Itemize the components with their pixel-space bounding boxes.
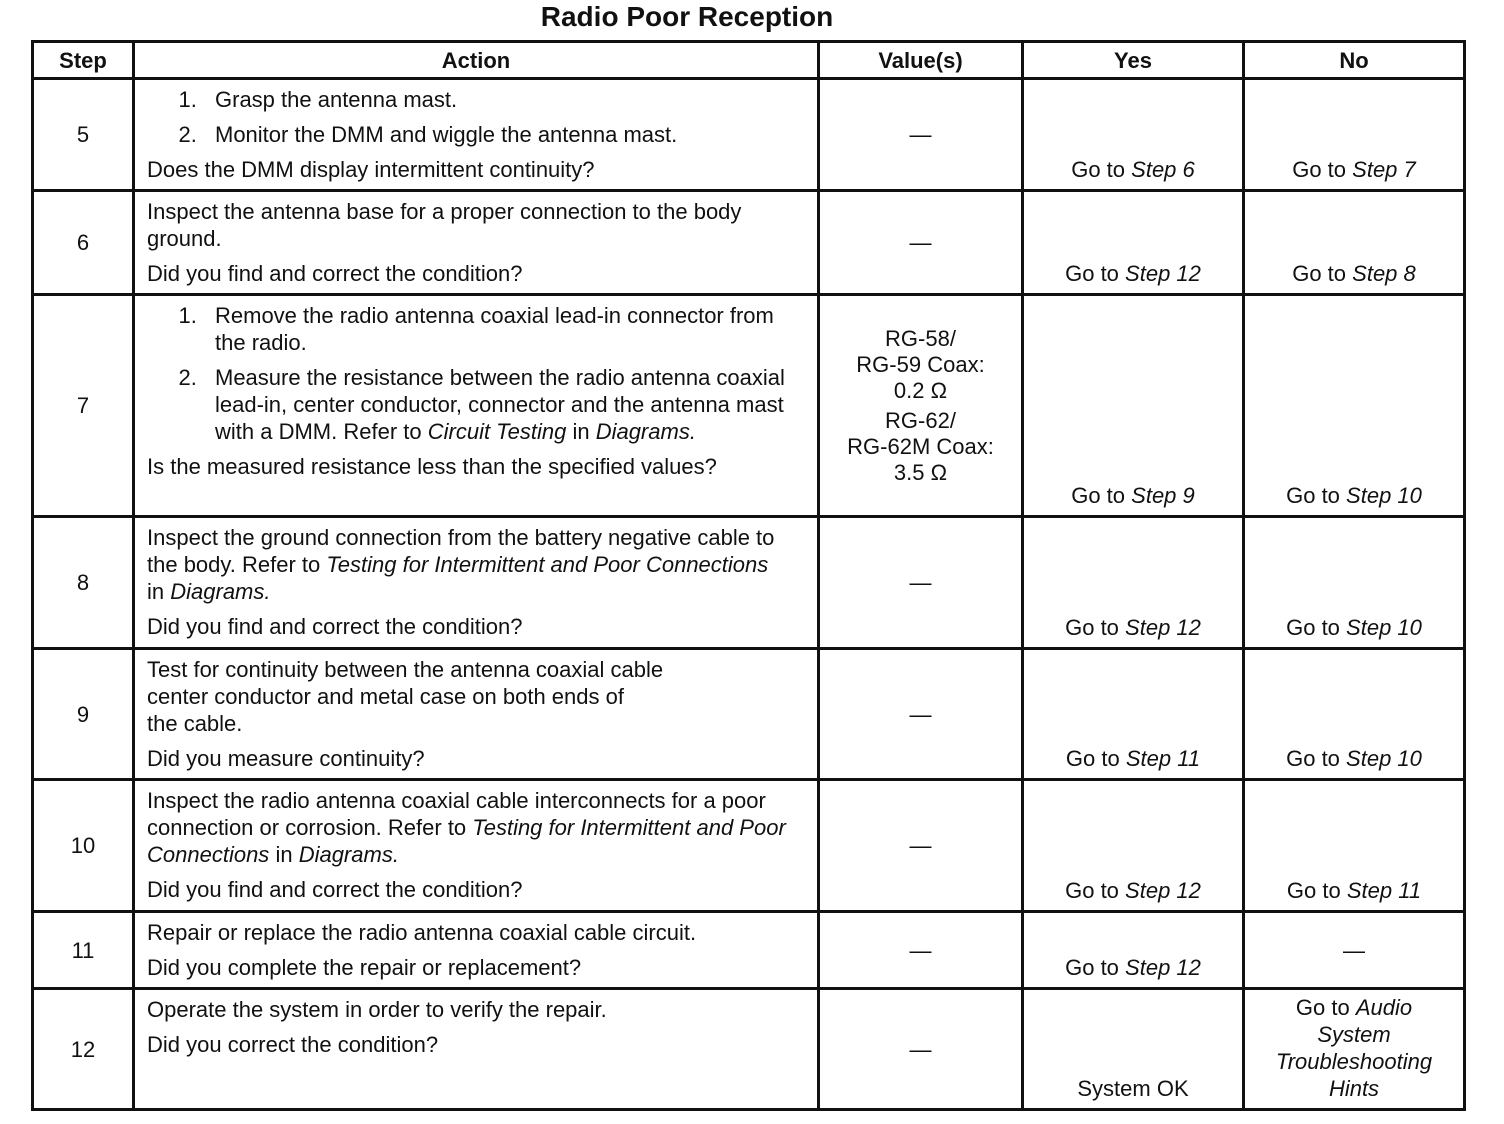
table-row [33, 912, 1465, 989]
yes-cell [1023, 295, 1244, 517]
value-cell [819, 295, 1023, 517]
value-rg62 [820, 408, 1021, 486]
header-action: Action [134, 42, 819, 79]
yes-cell [1023, 780, 1244, 912]
no-link-line[interactable] [1245, 1021, 1463, 1048]
yes-step-link[interactable]: Step 9 [1131, 483, 1195, 508]
go-to-label: Go to [1065, 746, 1120, 771]
go-to-label: Go to [1286, 615, 1340, 640]
reference-link[interactable]: Diagrams. [170, 579, 271, 604]
step-number: 10 [33, 780, 134, 912]
no-step-link[interactable]: Step 10 [1346, 615, 1422, 640]
question: Did you find and correct the condition? [147, 261, 523, 286]
page-title: Radio Poor Reception [540, 1, 834, 32]
reference-link[interactable]: Circuit Testing [427, 419, 567, 444]
step-number: 5 [33, 79, 134, 191]
question: Did you correct the condition? [147, 1032, 439, 1057]
yes-step-link[interactable]: Step 11 [1125, 746, 1201, 771]
value-line: RG-62M Coax: [847, 434, 994, 459]
dash: — [909, 1036, 932, 1062]
action-cell [134, 295, 819, 517]
action-text: Operate the system in order to verify the repair. [147, 997, 607, 1022]
question: Did you complete the repair or replacement? [147, 955, 582, 980]
question: Did you measure continuity? [147, 746, 425, 771]
go-to-label: Go to [1292, 157, 1347, 182]
dash: — [909, 701, 932, 727]
no-link-line[interactable] [1245, 1075, 1463, 1102]
header-no: No [1244, 42, 1465, 79]
action-text [147, 656, 807, 737]
action-cell [134, 780, 819, 912]
reference-link[interactable]: Troubleshooting [1275, 1049, 1433, 1074]
table-row [33, 295, 1465, 517]
value-line: RG-58/ [885, 326, 956, 351]
header-step: Step [33, 42, 134, 79]
reference-link[interactable]: System [1317, 1022, 1391, 1047]
no-cell [1244, 780, 1465, 912]
action-text-part: in [275, 842, 293, 867]
item-text: Measure the resistance between the radio antenna coaxial lead-in, center conductor, connector and the antenna mast with a DMM. Refer to [215, 365, 785, 444]
action-line: center conductor and metal case on both ends of [147, 684, 624, 709]
dash: — [1343, 937, 1365, 963]
no-step-link[interactable]: Step 8 [1352, 261, 1416, 286]
go-to-label: Go to [1286, 878, 1341, 903]
action-text [147, 524, 807, 605]
reference-link[interactable]: Testing for Intermittent and Poor Connections [326, 552, 769, 577]
dash: — [909, 122, 932, 147]
action-text-part: Inspect the ground connection from the battery negative cable to the body. Refer to [147, 525, 775, 577]
table-row [33, 517, 1465, 649]
list-item: 1. Grasp the antenna mast. [203, 86, 807, 113]
yes-cell [1023, 912, 1244, 989]
go-to-label: Go to [1286, 483, 1340, 508]
go-to-label: Go to [1295, 995, 1350, 1020]
reference-link[interactable]: Diagrams. [298, 842, 399, 867]
yes-cell [1023, 517, 1244, 649]
action-text: Inspect the antenna base for a proper connection to the body ground. [147, 199, 742, 251]
list-item: 2. Monitor the DMM and wiggle the antenna mast. [203, 121, 807, 148]
action-cell [134, 191, 819, 295]
go-to-label: Go to [1071, 483, 1126, 508]
action-text-part: Inspect the radio antenna coaxial cable interconnects for a poor connection or corrosion. Refer to [147, 788, 766, 840]
yes-cell [1023, 191, 1244, 295]
instruction-list [147, 86, 807, 148]
no-cell [1244, 649, 1465, 780]
yes-step-link[interactable]: Step 12 [1125, 955, 1201, 980]
table-row [33, 79, 1465, 191]
go-to-label: Go to [1071, 157, 1126, 182]
no-step-link[interactable]: Step 7 [1352, 157, 1416, 182]
go-to-label: Go to [1065, 615, 1119, 640]
question: Is the measured resistance less than the specified values? [147, 454, 717, 479]
dash: — [909, 230, 932, 255]
dash: — [909, 570, 932, 595]
value-cell [819, 912, 1023, 989]
no-cell [1244, 79, 1465, 191]
action-text-part: in [147, 579, 165, 604]
yes-step-link[interactable]: Step 12 [1125, 615, 1201, 640]
value-cell [819, 79, 1023, 191]
no-step-link[interactable]: Step 10 [1346, 746, 1422, 771]
value-line: RG-62/ [885, 408, 956, 433]
yes-cell [1023, 989, 1244, 1110]
table-row [33, 989, 1465, 1110]
dash: — [909, 833, 932, 858]
value-line: 0.2 Ω [893, 378, 948, 403]
header-row [33, 42, 1465, 79]
no-cell [1244, 191, 1465, 295]
yes-cell [1023, 79, 1244, 191]
reference-link[interactable]: Audio [1355, 995, 1413, 1020]
step-number: 9 [33, 649, 134, 780]
yes-step-link[interactable]: Step 12 [1125, 878, 1201, 903]
instruction-list [147, 302, 807, 445]
item-text: in [572, 419, 590, 444]
no-link-line[interactable] [1245, 1048, 1463, 1075]
table-row [33, 649, 1465, 780]
go-to-label: Go to [1292, 261, 1347, 286]
go-to-label: Go to [1065, 878, 1119, 903]
value-cell [819, 780, 1023, 912]
value-line: 3.5 Ω [893, 460, 948, 485]
header-yes: Yes [1023, 42, 1244, 79]
table-row [33, 780, 1465, 912]
go-to-label: Go to [1286, 746, 1340, 771]
yes-step-link[interactable]: Step 12 [1125, 261, 1201, 286]
action-line: the cable. [147, 711, 243, 736]
action-cell [134, 517, 819, 649]
value-line: RG-59 Coax: [856, 352, 985, 377]
system-ok-text: System OK [1077, 1076, 1189, 1101]
yes-cell [1023, 649, 1244, 780]
value-cell [819, 649, 1023, 780]
reference-link[interactable]: Hints [1328, 1076, 1380, 1101]
no-cell [1244, 989, 1465, 1110]
no-cell [1244, 517, 1465, 649]
table-row [33, 191, 1465, 295]
dash: — [909, 937, 932, 963]
step-number: 7 [33, 295, 134, 517]
value-cell [819, 191, 1023, 295]
action-text [147, 787, 807, 868]
value-rg58 [820, 326, 1021, 404]
step-number: 12 [33, 989, 134, 1110]
step-number: 6 [33, 191, 134, 295]
action-cell [134, 912, 819, 989]
action-cell [134, 989, 819, 1110]
list-item [203, 364, 807, 445]
action-text: Repair or replace the radio antenna coaxial cable circuit. [147, 920, 697, 945]
yes-step-link[interactable]: Step 6 [1131, 157, 1195, 182]
no-link-line[interactable] [1245, 994, 1463, 1021]
header-values: Value(s) [819, 42, 1023, 79]
no-cell [1244, 295, 1465, 517]
no-step-link[interactable]: Step 10 [1346, 483, 1422, 508]
reference-link[interactable]: Diagrams. [595, 419, 696, 444]
no-cell [1244, 912, 1465, 989]
question: Did you find and correct the condition? [147, 877, 523, 902]
value-cell [819, 989, 1023, 1110]
go-to-label: Go to [1065, 955, 1119, 980]
no-step-link[interactable]: Step 11 [1346, 878, 1422, 903]
item-text: Remove the radio antenna coaxial lead-in connector from the radio. [215, 303, 774, 355]
action-line: Test for continuity between the antenna coaxial cable [147, 657, 664, 682]
diagnostic-table [31, 40, 1466, 1111]
go-to-label: Go to [1065, 261, 1119, 286]
step-number: 11 [33, 912, 134, 989]
question: Does the DMM display intermittent continuity? [147, 157, 595, 182]
step-number: 8 [33, 517, 134, 649]
action-cell [134, 79, 819, 191]
reference-link[interactable]: Testing for Intermittent and Poor Connections [147, 815, 786, 867]
list-item [203, 302, 807, 356]
question: Did you find and correct the condition? [147, 614, 523, 639]
action-cell [134, 649, 819, 780]
value-cell [819, 517, 1023, 649]
